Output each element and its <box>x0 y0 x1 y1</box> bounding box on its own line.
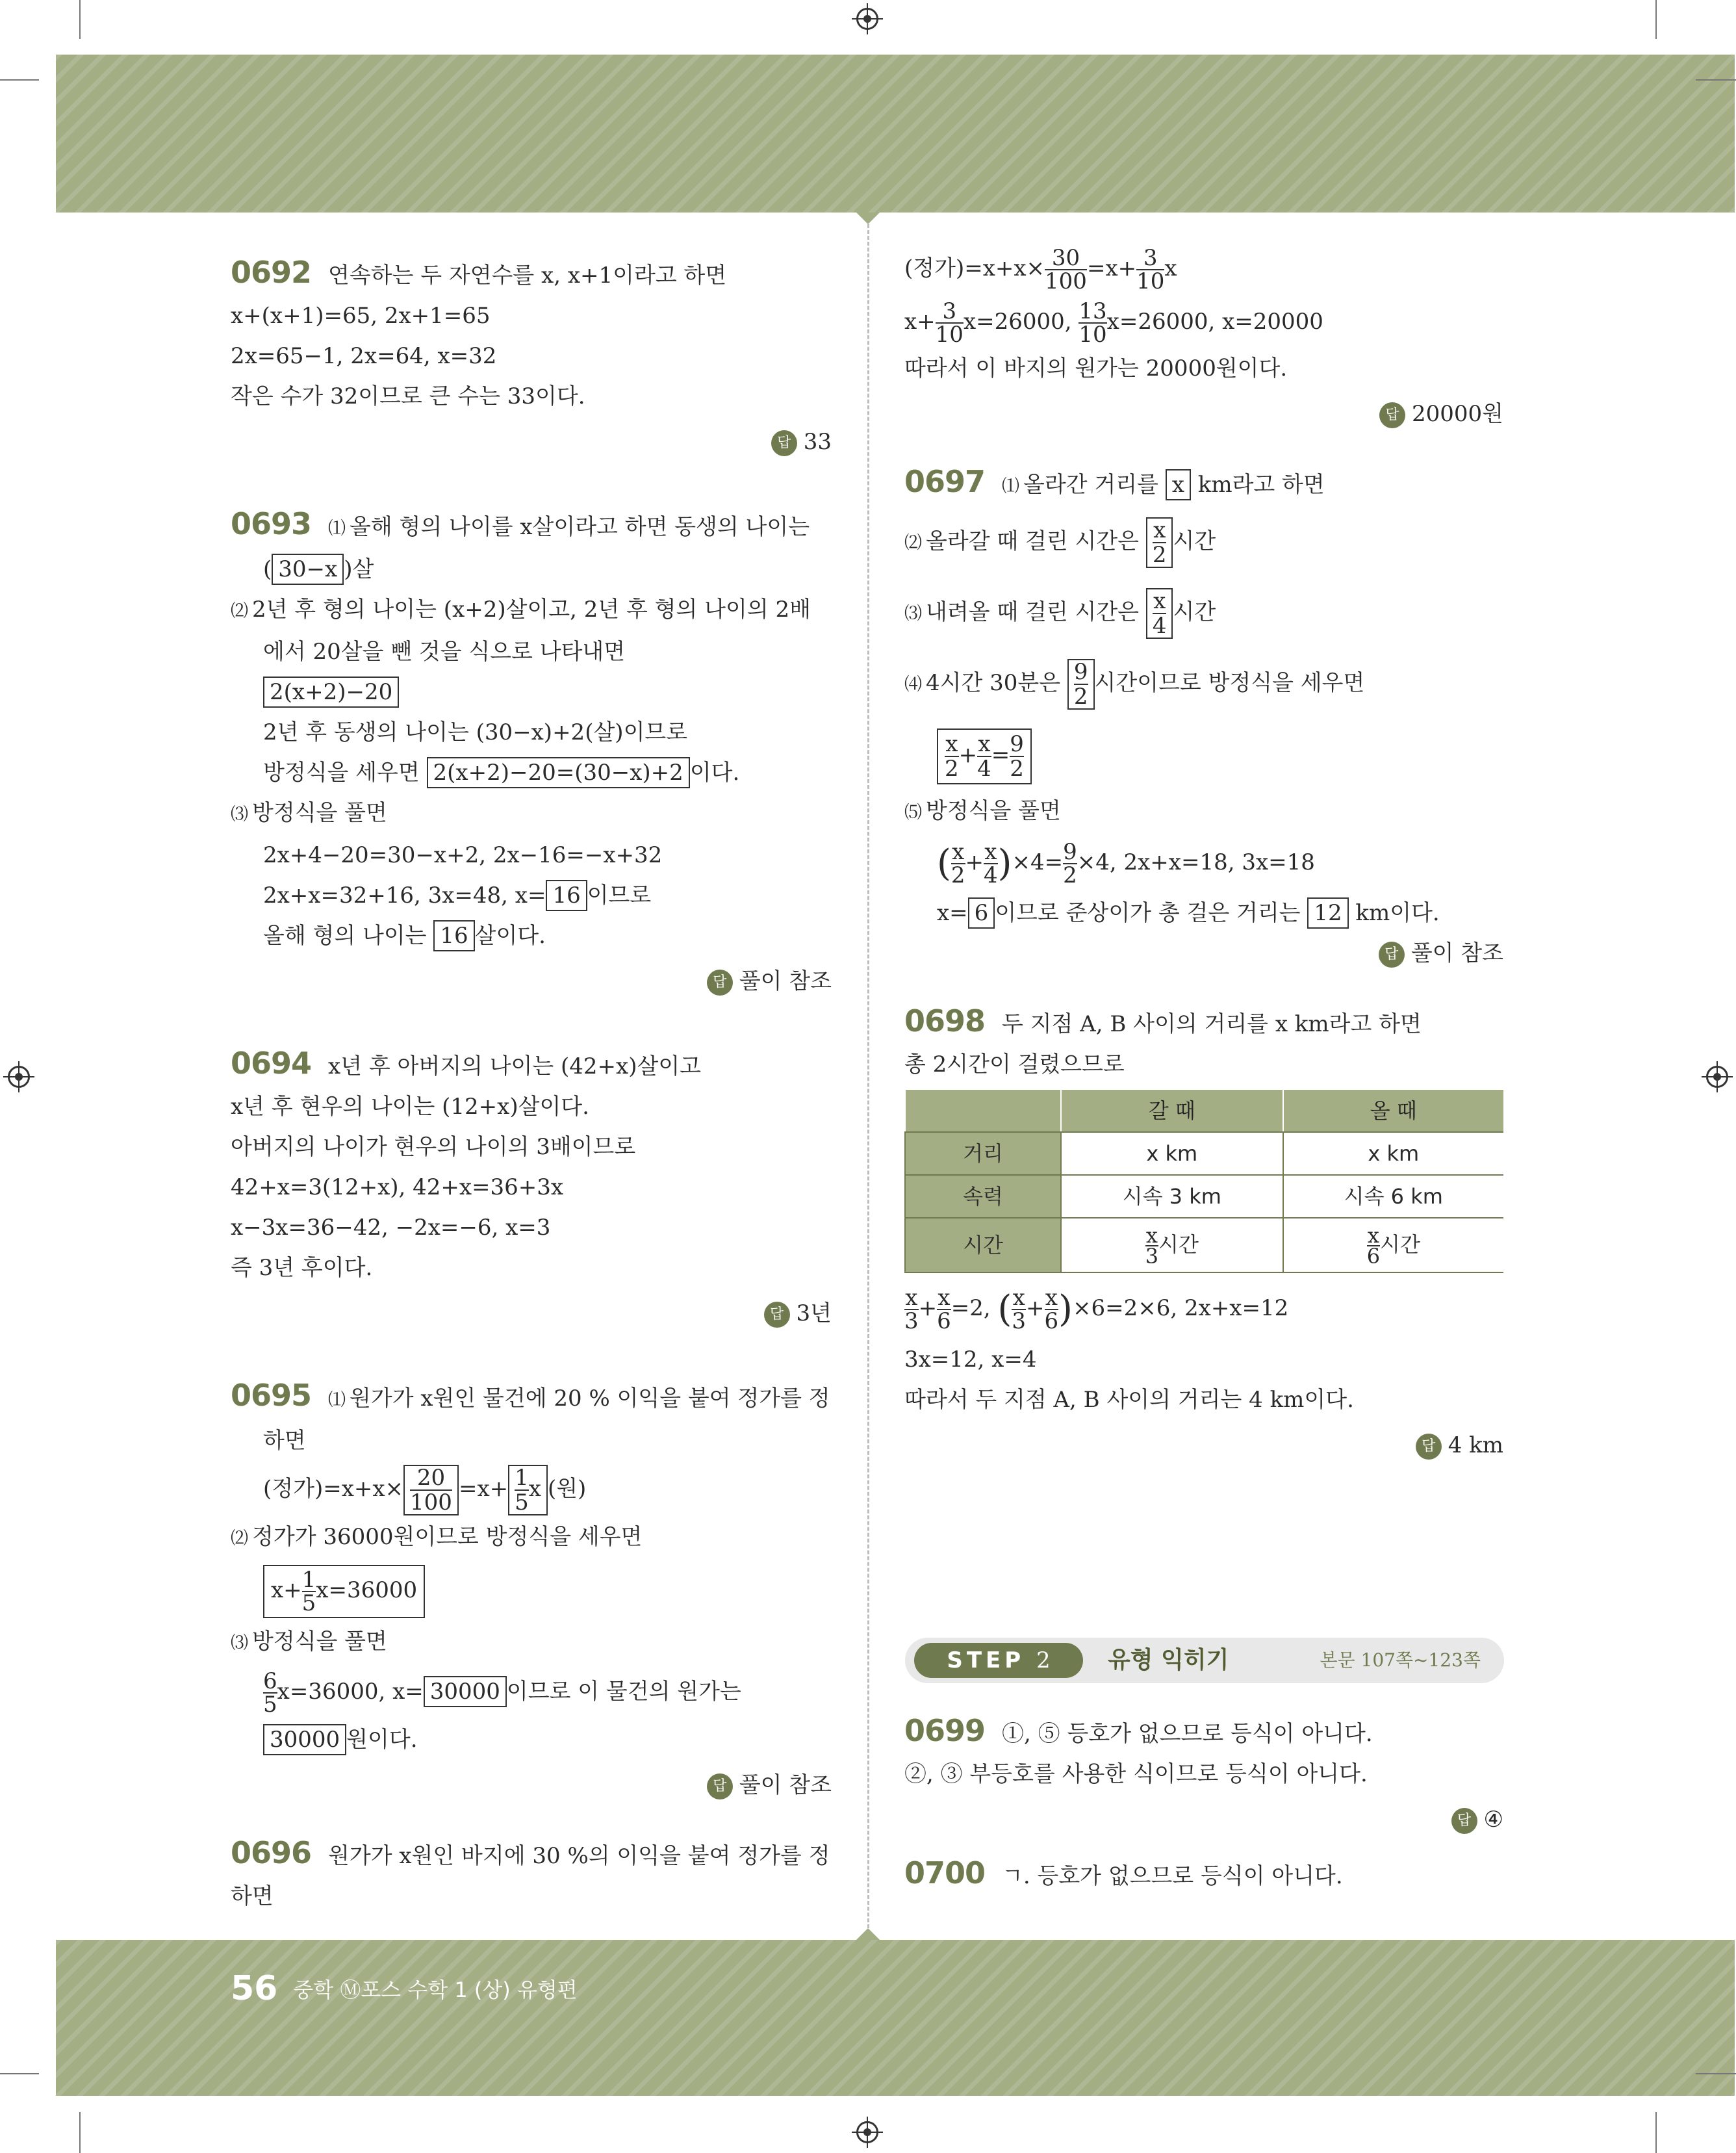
text: 3 <box>1136 247 1164 270</box>
problem-number: 0696 <box>231 1835 312 1870</box>
solution-0693 <box>231 504 832 1001</box>
boxed-answer: x <box>1166 469 1191 500</box>
text: 2 <box>1152 542 1167 568</box>
text: 3 <box>1145 1244 1159 1269</box>
solution-text: 2년 후 동생의 나이는 (30−x)+2(살)이므로 <box>263 719 688 745</box>
table-cell <box>1283 1218 1503 1272</box>
text: 이므로 준상이가 총 걸은 거리는 <box>995 900 1301 926</box>
equation-line: 2x+4−20=30−x+2, 2x−16=−x+32 <box>263 842 663 868</box>
boxed-answer: 30−x <box>272 554 344 585</box>
text: 시간 <box>1158 1232 1199 1257</box>
text: 10 <box>1079 322 1107 348</box>
answer-value: 풀이 참조 <box>739 968 832 994</box>
equation-line: 2x=65−1, 2x=64, x=32 <box>231 343 497 369</box>
boxed-answer: 2(x+2)−20=(30−x)+2 <box>427 757 690 788</box>
text: ×4, 2x+x=18, 3x=18 <box>1077 849 1315 875</box>
subpart-label: ⑸ <box>904 803 922 823</box>
text: 6 <box>937 1308 951 1334</box>
table-row-label: 거리 <box>905 1132 1061 1175</box>
crop-mark <box>0 79 39 81</box>
solution-text: ㄱ. 등호가 없으므로 등식이 아니다. <box>1002 1863 1343 1889</box>
right-column <box>904 242 1503 1465</box>
solution-text: 원가가 x원인 바지에 30 %의 이익을 붙여 정가를 정 <box>328 1843 830 1869</box>
solution-0694 <box>231 1043 832 1334</box>
text: 시간 <box>1173 528 1216 554</box>
text: 2 <box>951 862 965 888</box>
text: km라고 하면 <box>1197 472 1325 498</box>
subpart-label: ⑵ <box>231 1528 248 1549</box>
equation-line: ( $\frac{x}{2}$ + $\frac{x}{4}$ )×4= $\frac{9}{2}$ ×4, 2x+x=18, 3x=18 <box>937 839 1315 888</box>
answer-line <box>904 1425 1503 1465</box>
solution-text: 즉 3년 후이다. <box>231 1255 373 1281</box>
text: 9 <box>1063 839 1077 865</box>
answer-value: 3년 <box>796 1300 832 1326</box>
text: 이므로 <box>587 883 652 909</box>
text: 시간이므로 방정식을 세우면 <box>1094 670 1365 696</box>
problem-number: 0695 <box>231 1378 312 1413</box>
answer-badge-icon: 답 <box>1416 1434 1442 1460</box>
step-pill <box>914 1643 1083 1678</box>
column-divider <box>867 224 869 1928</box>
text: 시간 <box>1380 1232 1420 1257</box>
step-title: 유형 익히기 <box>1108 1647 1229 1673</box>
crop-mark <box>1655 2112 1657 2153</box>
boxed-answer: 2(x+2)−20 <box>263 677 399 708</box>
registration-mark-icon <box>856 2121 878 2143</box>
crop-mark <box>1696 2073 1736 2074</box>
text: =2, <box>951 1295 991 1321</box>
problem-number: 0697 <box>904 464 986 499</box>
equation-line: $\frac{x}{3}$ + $\frac{x}{6}$ =2, ( $\frac{x}{3}$ + $\frac{x}{6}$ )×6=2×6, 2x+x=12 <box>904 1285 1289 1334</box>
text: x <box>1012 1285 1025 1311</box>
text: x <box>984 839 997 865</box>
text: (원) <box>547 1476 587 1502</box>
text: km이다. <box>1355 900 1440 926</box>
answer-line <box>904 394 1503 434</box>
crop-mark <box>0 2073 39 2074</box>
table-cell: x km <box>1061 1132 1283 1175</box>
text: x=26000, <box>963 309 1072 335</box>
solution-text: 연속하는 두 자연수를 x, x+1이라고 하면 <box>328 263 727 289</box>
boxed-answer: 6 <box>968 897 995 929</box>
text: (정가)=x+x× <box>904 255 1045 281</box>
text: ×4= <box>1012 849 1064 875</box>
answer-line <box>904 1799 1503 1840</box>
answer-line <box>231 1293 832 1334</box>
text: 9 <box>1073 659 1088 685</box>
boxed-answer <box>403 1465 459 1515</box>
answer-badge-icon: 답 <box>1451 1808 1477 1834</box>
text: x <box>945 731 958 757</box>
text: x <box>1164 255 1177 281</box>
boxed-answer: 30000 <box>424 1676 507 1707</box>
table-cell: 시속 3 km <box>1061 1175 1283 1218</box>
registration-mark-icon <box>856 8 878 30</box>
solution-0696-continued <box>904 242 1503 434</box>
crop-mark <box>79 0 81 39</box>
boxed-answer: $\frac{x}{2}$ + $\frac{x}{4}$ = $\frac{9}{2}$ <box>937 728 1032 784</box>
text: 100 <box>1045 268 1087 294</box>
subpart-label: ⑶ <box>904 604 922 624</box>
text: x <box>1367 1223 1379 1248</box>
boxed-answer: 16 <box>546 880 587 911</box>
equation-line <box>904 719 1503 791</box>
crop-mark <box>1696 79 1736 81</box>
solution-0699 <box>904 1710 1503 1840</box>
solution-0695 <box>231 1375 832 1805</box>
top-band-notch <box>856 213 880 224</box>
boxed-answer <box>263 1565 425 1618</box>
subpart-label: ⑶ <box>231 805 248 825</box>
text: 3 <box>904 1308 919 1334</box>
text: ( <box>263 556 272 582</box>
text: 100 <box>410 1489 452 1515</box>
text: 4시간 30분은 <box>926 670 1061 696</box>
text: 10 <box>1136 268 1165 294</box>
equation-line <box>904 578 1503 649</box>
step-number: 2 <box>1036 1647 1051 1673</box>
problem-number: 0693 <box>231 506 312 541</box>
text: 올해 형의 나이는 <box>263 923 427 949</box>
solution-text: 하면 <box>263 1428 306 1454</box>
answer-value: 33 <box>803 429 832 455</box>
text: 방정식을 세우면 <box>263 760 420 786</box>
page-footer <box>231 1969 578 2008</box>
subpart-label: ⑷ <box>904 675 922 695</box>
boxed-answer <box>1146 588 1173 639</box>
solution-text: 총 2시간이 걸렸으므로 <box>904 1051 1125 1077</box>
left-column <box>231 252 832 1916</box>
equation-line: x+(x+1)=65, 2x+1=65 <box>231 303 491 329</box>
answer-line <box>904 933 1503 973</box>
step-page-reference: 본문 107쪽~123쪽 <box>1320 1649 1481 1671</box>
text: x= <box>937 900 968 926</box>
text: 2 <box>1010 756 1024 782</box>
problem-number: 0698 <box>904 1003 986 1038</box>
text: =x+ <box>458 1476 509 1502</box>
step-label: STEP <box>947 1647 1025 1673</box>
registration-mark-icon <box>1706 1066 1728 1088</box>
equation-line <box>231 1461 832 1517</box>
text: (정가)=x+x× <box>263 1476 404 1502</box>
solution-0700 <box>904 1853 1503 1896</box>
table-row-label: 시간 <box>905 1218 1061 1272</box>
text: x <box>1145 1223 1158 1248</box>
answer-value: 4 km <box>1448 1432 1503 1458</box>
subpart-label: ⑴ <box>1002 476 1020 496</box>
equation-line <box>231 1664 832 1720</box>
boxed-answer <box>1067 659 1095 710</box>
text: 이다. <box>689 760 740 786</box>
text: 올라갈 때 걸린 시간은 <box>926 528 1140 554</box>
text: ×6=2×6, 2x+x=12 <box>1073 1295 1289 1321</box>
step-banner <box>905 1638 1504 1683</box>
boxed-answer: 30000 <box>263 1724 346 1755</box>
table-row-label: 속력 <box>905 1175 1061 1218</box>
text: 이므로 이 물건의 원가는 <box>506 1679 741 1705</box>
problem-number: 0694 <box>231 1046 312 1081</box>
crop-mark <box>79 2112 81 2153</box>
solution-text: 작은 수가 32이므로 큰 수는 33이다. <box>231 383 585 409</box>
registration-mark-icon <box>8 1066 30 1088</box>
solution-0692 <box>231 252 832 462</box>
subpart-label: ⑵ <box>904 533 922 553</box>
answer-value: 풀이 참조 <box>1410 940 1503 966</box>
text: 4 <box>1152 613 1167 639</box>
solution-text: 에서 20살을 뺀 것을 식으로 나타내면 <box>263 639 626 665</box>
equation-line <box>904 242 1503 295</box>
text: x <box>978 731 991 757</box>
bottom-band-notch <box>856 1928 880 1940</box>
table-header: 올 때 <box>1283 1090 1503 1132</box>
equation-line <box>904 507 1503 578</box>
text: 5 <box>263 1692 277 1718</box>
text: x <box>905 1285 918 1311</box>
text: 3 <box>936 300 964 324</box>
equation-line: 42+x=3(12+x), 42+x=36+3x <box>231 1174 564 1200</box>
table-cell: 시속 6 km <box>1283 1175 1503 1218</box>
answer-value: 풀이 참조 <box>739 1772 832 1798</box>
boxed-answer: 16 <box>433 920 474 951</box>
solution-text: ②, ③ 부등호를 사용한 식이므로 등식이 아니다. <box>904 1761 1368 1787</box>
solution-text: 아버지의 나이가 현우의 나이의 3배이므로 <box>231 1134 636 1160</box>
text: x <box>1045 1285 1058 1311</box>
solution-text: 방정식을 풀면 <box>252 800 387 826</box>
text: 5 <box>515 1489 529 1515</box>
text: 올라간 거리를 <box>1023 472 1158 498</box>
text: 내려올 때 걸린 시간은 <box>926 599 1140 625</box>
subpart-label: ⑶ <box>231 1633 248 1653</box>
text: =x+ <box>1086 255 1137 281</box>
equation-line: x−3x=36−42, −2x=−6, x=3 <box>231 1215 551 1241</box>
table-header: 갈 때 <box>1061 1090 1283 1132</box>
text: 시간 <box>1173 599 1216 625</box>
right-column-lower <box>904 1710 1503 1896</box>
solution-text: 따라서 두 지점 A, B 사이의 거리는 4 km이다. <box>904 1387 1354 1413</box>
text: 6 <box>1044 1308 1059 1334</box>
text: x <box>938 1285 951 1311</box>
text: 살이다. <box>474 923 546 949</box>
text: x+ <box>271 1577 302 1603</box>
boxed-answer: 12 <box>1307 897 1348 929</box>
distance-speed-time-table <box>904 1090 1503 1273</box>
solution-text: 하면 <box>231 1883 274 1909</box>
solution-text: 올해 형의 나이를 x살이라고 하면 동생의 나이는 <box>350 514 810 540</box>
crop-mark <box>1655 0 1657 39</box>
solution-text: x년 후 아버지의 나이는 (42+x)살이고 <box>328 1053 702 1079</box>
text: x=36000 <box>316 1577 418 1603</box>
text: 1 <box>301 1567 316 1593</box>
solution-0696-start <box>231 1833 832 1916</box>
text: )살 <box>344 556 374 582</box>
problem-number: 0692 <box>231 255 312 290</box>
solution-text: ①, ⑤ 등호가 없으므로 등식이 아니다. <box>1002 1721 1373 1747</box>
text: 2x+x=32+16, 3x=48, x= <box>263 883 546 909</box>
solution-text: 두 지점 A, B 사이의 거리를 x km라고 하면 <box>1002 1011 1422 1037</box>
text: 3 <box>1012 1308 1027 1334</box>
text: 13 <box>1079 298 1107 324</box>
page-number: 56 <box>231 1969 278 2008</box>
text: x <box>1153 517 1166 543</box>
equation-line <box>904 649 1503 719</box>
table-header <box>905 1090 1061 1132</box>
text: 30 <box>1045 247 1087 270</box>
text: 원이다. <box>346 1727 418 1753</box>
answer-badge-icon: 답 <box>1379 942 1405 968</box>
text: x <box>1153 588 1166 614</box>
text: 4 <box>984 862 998 888</box>
subpart-label: ⑴ <box>328 1390 346 1410</box>
subpart-label: ⑴ <box>328 519 346 539</box>
text: 20 <box>410 1466 452 1491</box>
answer-badge-icon: 답 <box>1379 402 1405 428</box>
solution-0698 <box>904 1001 1503 1465</box>
solution-0697 <box>904 461 1503 973</box>
text: 6 <box>1366 1244 1381 1269</box>
answer-line <box>231 1765 832 1805</box>
text: x <box>528 1476 541 1502</box>
text: x=26000, x=20000 <box>1106 309 1323 335</box>
equation-line <box>904 295 1503 348</box>
solution-text: 방정식을 풀면 <box>252 1629 387 1655</box>
answer-badge-icon: 답 <box>707 970 733 996</box>
solution-text: 정가가 36000원이므로 방정식을 세우면 <box>252 1524 643 1550</box>
solution-text: 2년 후 형의 나이는 (x+2)살이고, 2년 후 형의 나이의 2배 <box>252 597 811 623</box>
answer-line <box>231 422 832 462</box>
book-title: 중학 Ⓜ포스 수학 1 (상) 유형편 <box>293 1978 578 2002</box>
solution-text: 따라서 이 바지의 원가는 20000원이다. <box>904 355 1288 381</box>
answer-line <box>231 961 832 1001</box>
text: 1 <box>515 1465 529 1491</box>
equation-line: 3x=12, x=4 <box>904 1347 1037 1373</box>
problem-number: 0700 <box>904 1855 986 1890</box>
answer-badge-icon: 답 <box>764 1302 790 1328</box>
table-cell <box>1061 1218 1283 1272</box>
answer-badge-icon: 답 <box>707 1773 733 1799</box>
equation-line <box>231 1559 832 1621</box>
boxed-answer <box>1146 517 1173 568</box>
text: 2 <box>1063 862 1077 888</box>
top-decorative-band <box>56 55 1735 213</box>
solution-text: 방정식을 풀면 <box>926 798 1061 824</box>
text: 4 <box>977 756 991 782</box>
solution-text: x년 후 현우의 나이는 (12+x)살이다. <box>231 1094 589 1120</box>
problem-number: 0699 <box>904 1713 986 1748</box>
text: 2 <box>945 756 959 782</box>
bottom-decorative-band <box>56 1940 1735 2096</box>
answer-value: 20000원 <box>1411 401 1503 427</box>
answer-value: ④ <box>1483 1807 1503 1833</box>
text: 2 <box>1073 684 1088 710</box>
text: 5 <box>301 1590 316 1616</box>
text: x <box>952 839 965 865</box>
text: x=36000, x= <box>277 1679 424 1705</box>
text: 10 <box>935 322 964 348</box>
table-cell: x km <box>1283 1132 1503 1175</box>
boxed-answer <box>508 1465 548 1515</box>
text: x+ <box>904 309 936 335</box>
solution-text: 원가가 x원인 물건에 20 % 이익을 붙여 정가를 정 <box>350 1386 830 1412</box>
text: 9 <box>1010 731 1024 757</box>
text: 6 <box>263 1668 277 1694</box>
subpart-label: ⑵ <box>231 601 248 621</box>
answer-badge-icon: 답 <box>771 430 797 456</box>
